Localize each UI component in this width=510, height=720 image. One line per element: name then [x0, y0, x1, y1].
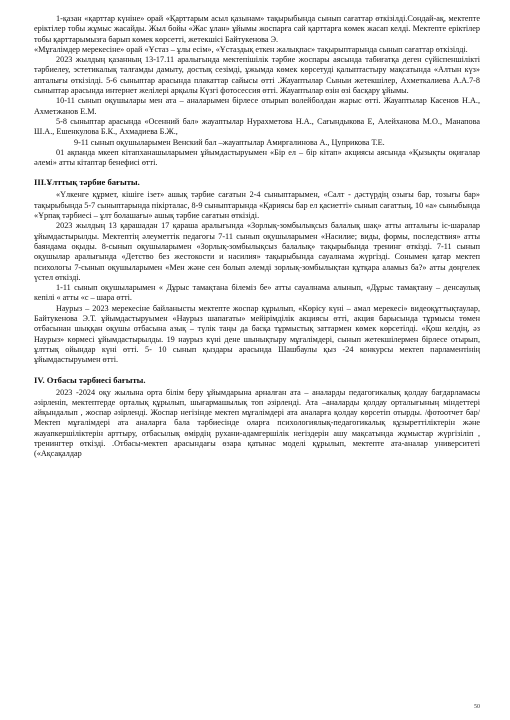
paragraph: 1-қазан «қарттар күніне» орай «Қарттарым асыл қазынам» тақырыбында сынып сағаттар өткізілді.Сондай-ақ, мектепте еріктілер тобы жұмыс жасайды. Жыл бойы «Жас ұлан» ұйымы жоспарға сай қарттарға көмек жасап келді. Мектепте еріктілер тобы қарттарымызға барып көмек көрсетті, жетекшісі Байтукенова Э. — [34, 14, 480, 44]
paragraph: Наурыз – 2023 мерекесіне байланысты мектепте жоспар құрылып, «Көрісу күні – амал мерекесі» видеоқұттықтаулар, Байтукенова Э.Т. ұйымдастыруымен «Наурыз шапағаты» мейірімділік акциясы өтті, акция барысында тұрмысы төмен отбасынан шыққан оқушы отбасына азық – түлік таңы да басқа тұрмыстық заттармен көмек көрсетілді. «Қош келдің, әз Наурыз» көрмесі ұйымдастырылды. 19 наурыз күні дене шынықтыру мұғалімдері, сынып жетекшілермен бірлесе отырып, ұлттық ойындар күні өтті. 5- 10 сынып қыздары арасында Шашбаулы қыз -24 конкурсы мектеп парламентінің ұйымдастыруымен өтті. — [34, 303, 480, 365]
paragraph: 2023 -2024 оқу жылына орта білім беру ұйымдарына арналған ата – аналарды педагогикалық қолдау бағдарламасы әзірленіп, мектептерде орталық құрылып, шығармашылық топ әзірленді. Ата –аналарды қолдау орталығының міндеттері айқындалып , жоспар әзірленді. Жоспар негізінде мектеп мұғалімдері ата аналарға қолдау көрсетіп отырды. /фотоотчет бар/ Мектеп мұғалімдері ата аналарға бала тәрбиесінде оларға психологиялық-педагогикалық құзыреттіліктерін және жауапкершіліктерін арттыру, отбасылық өмірдің рухани-адамгершілік негіздерін ашу мақсатында жұмыстар жүргізіліп , тренингтер өткізді. .Отбасы-мектеп арасындағы өзара қатынас моделі құрылып, мектепте ата-аналар университеті («Ақсақалдар — [34, 387, 480, 459]
paragraph: 5-8 сыныптар арасында «Осенний бал» жауаптылар Нурахметова Н.А., Сағындыкова Е, Алейханова М.О., Манапова Ш.А., Ешенкулова Б.К., Ахмадиева Б.Ж., — [34, 116, 480, 137]
paragraph: 2023 жылдың 13 қарашадан 17 қараша аралығында «Зорлық-зомбылықсыз балалық шақ» атты апталығы іс-шаралар ұйымдастырылды. Мектептің әлеуметтік педагогы 7-11 сынып оқушыларымен «Насилие; виды, формы, последствия» атты баяндама оқыды. 8-сынып оқушыларымен «Зорлық-зомбылықсыз балалық» тақырыбында тренинг өткізді. 7-11 сынып оқушылар аралығында «Детство без жестокости и насилия» тақырыбында сауалнама жүргізді. Сонымен қатар мектеп психологы 7-сынып оқушыларымен «Мен және сен болып әлемді зорлық-зомбылықтан құтқара аламыз ба?» атты дөңгелек үстел өткізді. — [34, 221, 480, 282]
paragraph: 9-11 сынып оқушыларымен Венский бал –жауаптылар Амиргалинова А., Цуприкова Т.Е. — [74, 137, 385, 147]
section-heading: III.Ұлттық тәрбие бағыты. — [34, 177, 140, 188]
paragraph: «Мұғалімдер мерекесіне» орай «Ұстаз – ұлы есім», «Ұстаздық еткен жалықпас» тақырыптарында сынып сағаттар өткізілді. — [34, 44, 468, 54]
paragraph: 10-11 сынып оқушылары мен ата – аналарымен бірлесе отырып волейболдан жарыс өтті. Жауаптылар Касенов Н.А., Ахметжанов Е.М. — [34, 96, 480, 116]
page-number: 50 — [474, 703, 480, 710]
paragraph: 1-11 сынып оқушыларымен « Дұрыс тамақтана білеміз бе» атты сауалнама алынып, «Дұрыс тамақтану – денсаулық кепілі « атты «с – шара өтті. — [34, 283, 480, 303]
paragraph: 2023 жылдың қазанның 13-17.11 аралығында мектепішілік тәрбие жоспары аясында табиғатқа деген сүйіспеншілікті тәрбиелеу, эстетикалық талғамды дамыту, достық сезімді, ұжымда көмек көрсетуді қалыптастыру мақсатында «Алтын күз» апталығы өткізілді. 5-6 сыныптар арасында плакаттар сайысы өтті .Жауаптылар Сыныи жетекшілер, Ахметкалиева А.А.7-8 сыныптар арасында интернет желілері арқылы Күзгі фотосессия өтті. Жауаптылар өзін өзі басқару ұйымы. — [34, 55, 480, 96]
paragraph: «Үлкенге құрмет, кішіге ізет» ашық тәрбие сағатын 2-4 сыныптарымен, «Салт - дәстүрдің озығы бар, тозығы бар» тақырыбында 5-7 сыныптарында пікірталас, 8-9 сыныптарында «Қариясы бар ел қасиетті» сынып сағаттың, 10 «а» сыныбында «Ұрпақ тәрбиесі – ұлт болашағы» ашық тәрбие сағатын өткізіді. — [34, 190, 480, 221]
paragraph: 01 ақпанда мкееп кітапханашыларымен ұйымдастыруымен «Бір ел – бір кітап» акциясы аясында «Қызықты оқиғалар әлемі» атты кітаптар бенефисі өтті. — [34, 147, 480, 168]
section-heading: IV. Отбасы тәрбиесі бағыты. — [34, 374, 146, 385]
